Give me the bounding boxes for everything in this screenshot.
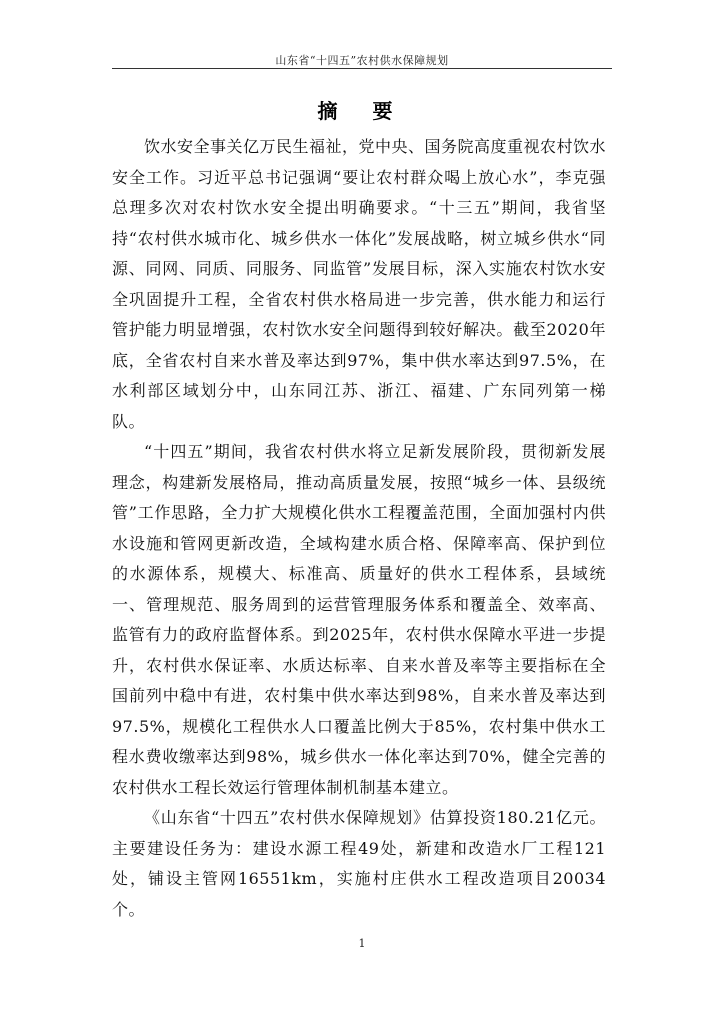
header-rule: [112, 68, 612, 69]
abstract-paragraph-2: “十四五”期间，我省农村供水将立足新发展阶段，贯彻新发展理念，构建新发展格局，推动高质量发展，按照“城乡一体、县级统管”工作思路，全力扩大规模化供水工程覆盖范围，全面加强村内供水设施和管网更新改造，全域构建水质合格、保障率高、保护到位的水源体系，规模大、标准高、质量好的供水工程体系，县域统一、管理规范、服务周到的运营管理服务体系和覆盖全、效率高、监管有力的政府监督体系。到2025年，农村供水保障水平进一步提升，农村供水保证率、水质达标率、自来水普及率等主要指标在全国前列中稳中有进，农村集中供水率达到98%，自来水普及率达到97.5%，规模化工程供水人口覆盖比例大于85%，农村集中供水工程水费收缴率达到98%，城乡供水一体化率达到70%，健全完善的农村供水工程长效运行管理体制机制基本建立。: [112, 442, 606, 797]
abstract-paragraph-3: 《山东省“十四五”农村供水保障规划》估算投资180.21亿元。主要建设任务为：建设水源工程49处，新建和改造水厂工程121处，铺设主管网16551km，实施村庄供水工程改造项目20034个。: [112, 808, 606, 919]
abstract-body: [112, 132, 606, 925]
abstract-paragraph-1: 饮水安全事关亿万民生福祉，党中央、国务院高度重视农村饮水安全工作。习近平总书记强调“要让农村群众喝上放心水”，李克强总理多次对农村饮水安全提出明确要求。“十三五”期间，我省坚持“农村供水城市化、城乡供水一体化”发展战略，树立城乡供水“同源、同网、同质、同服务、同监管”发展目标，深入实施农村饮水安全巩固提升工程，全省农村供水格局进一步完善，供水能力和运行管护能力明显增强，农村饮水安全问题得到较好解决。截至2020年底，全省农村自来水普及率达到97%，集中供水率达到97.5%，在水利部区域划分中，山东同江苏、浙江、福建、广东同列第一梯队。: [112, 137, 607, 431]
page-number: 1: [358, 937, 366, 950]
running-header: 山东省“十四五”农村供水保障规划: [275, 54, 449, 67]
abstract-title: 摘 要: [317, 99, 407, 123]
